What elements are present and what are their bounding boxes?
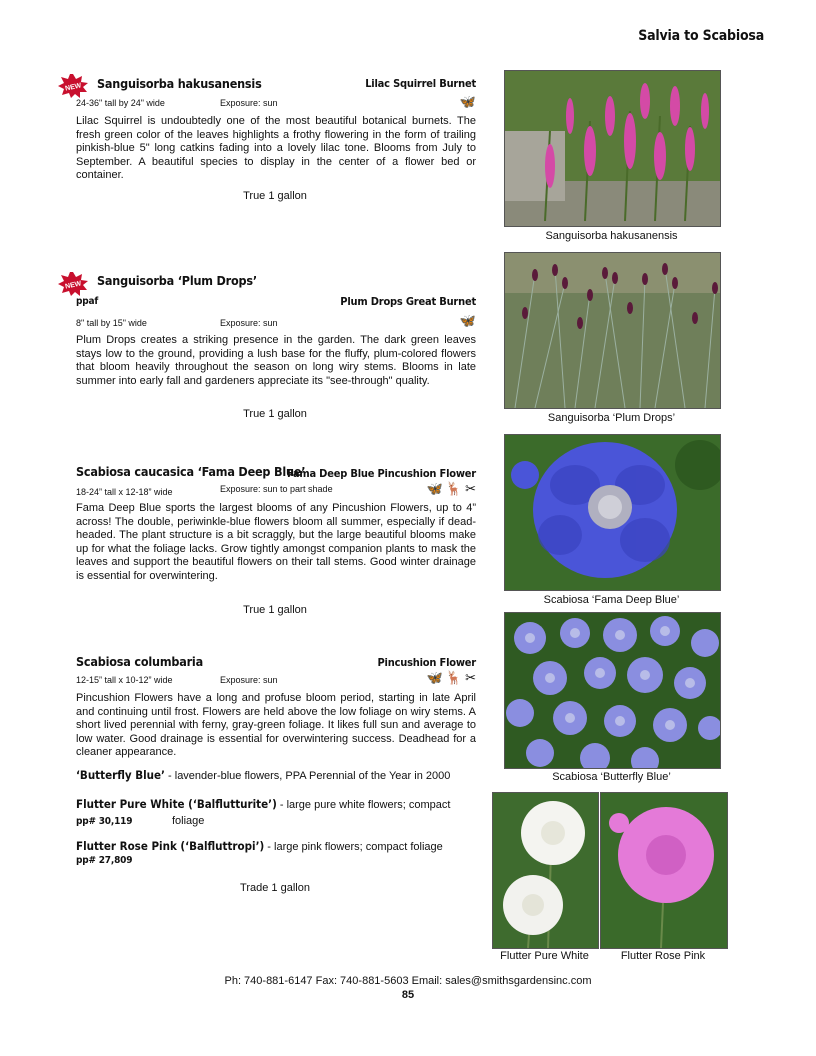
deer-resistant-icon: 🦌	[445, 481, 463, 496]
svg-text:NEW: NEW	[64, 280, 83, 291]
plant-photo-flutter-rose-pink	[600, 792, 728, 949]
photo-caption: Sanguisorba hakusanensis	[545, 230, 678, 242]
attribute-icons	[427, 482, 476, 495]
plant-name: Sanguisorba ‘Plum Drops’	[97, 273, 257, 288]
container-size: Trade 1 gallon	[240, 882, 310, 894]
svg-text:NEW: NEW	[64, 82, 83, 93]
plant-description: Lilac Squirrel is undoubtedly one of the most beautiful botanical burnets. The fresh green color of the leaves highlights a frothy flowering in the form of trailing pinkish-blue 5" long catkins fading into a lovely lilac tone. Blooms from July to September. A beautiful species to display in the center of a flower bed or container.	[76, 115, 476, 182]
plant-photo-scabiosa-fama-deep-blue	[504, 434, 721, 591]
plant-common-name: Plum Drops Great Burnet	[340, 295, 476, 308]
photo-caption: Scabiosa ‘Butterfly Blue’	[552, 771, 671, 783]
plant-name: Sanguisorba hakusanensis	[97, 76, 262, 91]
plant-exposure: Exposure: sun to part shade	[220, 484, 333, 494]
page-number: 85	[401, 989, 415, 1001]
new-badge-icon	[58, 74, 88, 98]
attribute-icons	[460, 314, 476, 327]
variety-butterfly-blue: ‘Butterfly Blue’ - lavender-blue flowers, PPA Perennial of the Year in 2000	[76, 768, 451, 782]
plant-dimensions: 18-24” tall x 12-18” wide	[76, 487, 173, 497]
plant-common-name: Lilac Squirrel Burnet	[365, 77, 476, 90]
butterfly-icon: 🦋	[426, 481, 443, 496]
plant-dimensions: 24-36" tall by 24" wide	[76, 98, 165, 108]
patent-number: pp# 30,119	[76, 816, 133, 827]
cut-flower-icon: ✂	[465, 670, 476, 685]
plant-common-name: Fama Deep Blue Pincushion Flower	[286, 467, 476, 480]
plant-description: Plum Drops creates a striking presence in the garden. The dark green leaves stays low to the ground, providing a lush base for the fluffy, plum-colored flowers that bloom heavily throughout the season on long wiry stems. Blooms in late summer into early fall and gardeners appreciate its "see-through" quality.	[76, 334, 476, 387]
container-size: True 1 gallon	[243, 408, 307, 420]
variety-description-continued: foliage	[172, 815, 205, 827]
plant-name: Scabiosa columbaria	[76, 654, 203, 669]
plant-photo-sanguisorba-hakusanensis	[504, 70, 721, 227]
photo-caption: Sanguisorba ‘Plum Drops’	[547, 412, 676, 424]
cut-flower-icon: ✂	[465, 481, 476, 496]
new-badge-icon	[58, 272, 88, 296]
attribute-icons	[427, 671, 476, 684]
photo-caption: Flutter Rose Pink	[620, 950, 706, 962]
page-header-title: Salvia to Scabiosa	[638, 28, 764, 44]
plant-common-name: Pincushion Flower	[377, 656, 476, 669]
patent-status: ppaf	[76, 296, 99, 307]
variety-flutter-pure-white: Flutter Pure White (‘Balflutturite’) - large pure white flowers; compact	[76, 797, 451, 811]
plant-photo-flutter-pure-white	[492, 792, 599, 949]
plant-photo-sanguisorba-plum-drops	[504, 252, 721, 409]
butterfly-icon: 🦋	[459, 313, 476, 328]
plant-name: Scabiosa caucasica ‘Fama Deep Blue’	[76, 464, 306, 479]
butterfly-icon: 🦋	[426, 670, 443, 685]
plant-exposure: Exposure: sun	[220, 98, 278, 108]
container-size: True 1 gallon	[243, 190, 307, 202]
photo-caption: Scabiosa ‘Fama Deep Blue’	[543, 594, 680, 606]
container-size: True 1 gallon	[243, 604, 307, 616]
plant-exposure: Exposure: sun	[220, 675, 278, 685]
attribute-icons	[460, 95, 476, 108]
footer-contact: Ph: 740-881-6147 Fax: 740-881-5603 Email: sales@smithsgardensinc.com	[224, 975, 592, 987]
patent-number: pp# 27,809	[76, 855, 133, 866]
butterfly-icon: 🦋	[459, 94, 476, 109]
plant-photo-scabiosa-butterfly-blue	[504, 612, 721, 769]
plant-exposure: Exposure: sun	[220, 318, 278, 328]
photo-caption: Flutter Pure White	[500, 950, 589, 962]
variety-flutter-rose-pink: Flutter Rose Pink (‘Balfluttropi’) - large pink flowers; compact foliage	[76, 839, 443, 853]
plant-dimensions: 8" tall by 15" wide	[76, 318, 147, 328]
deer-resistant-icon: 🦌	[445, 670, 463, 685]
plant-dimensions: 12-15” tall x 10-12” wide	[76, 675, 173, 685]
plant-description: Pincushion Flowers have a long and profuse bloom period, starting in late April and continuing until frost. Flowers are held above the low foliage on wiry stems. A short lived perennial with ferny, gray-green foliage. It likes full sun and average to low water. Good drainage is essential for overwintering success. Deadhead for a cleaner appearance.	[76, 692, 476, 759]
plant-description: Fama Deep Blue sports the largest blooms of any Pincushion Flowers, up to 4” across! The double, periwinkle-blue flowers bloom all summer, especially if dead-headed. The plant structure is a bit scraggly, but the large beautiful blooms make up for what the foliage lacks. Grow tightly amongst companion plants to mask the leaves and support the beautiful flowers on their tall stems. Good winter drainage is essential for overwintering.	[76, 502, 476, 582]
